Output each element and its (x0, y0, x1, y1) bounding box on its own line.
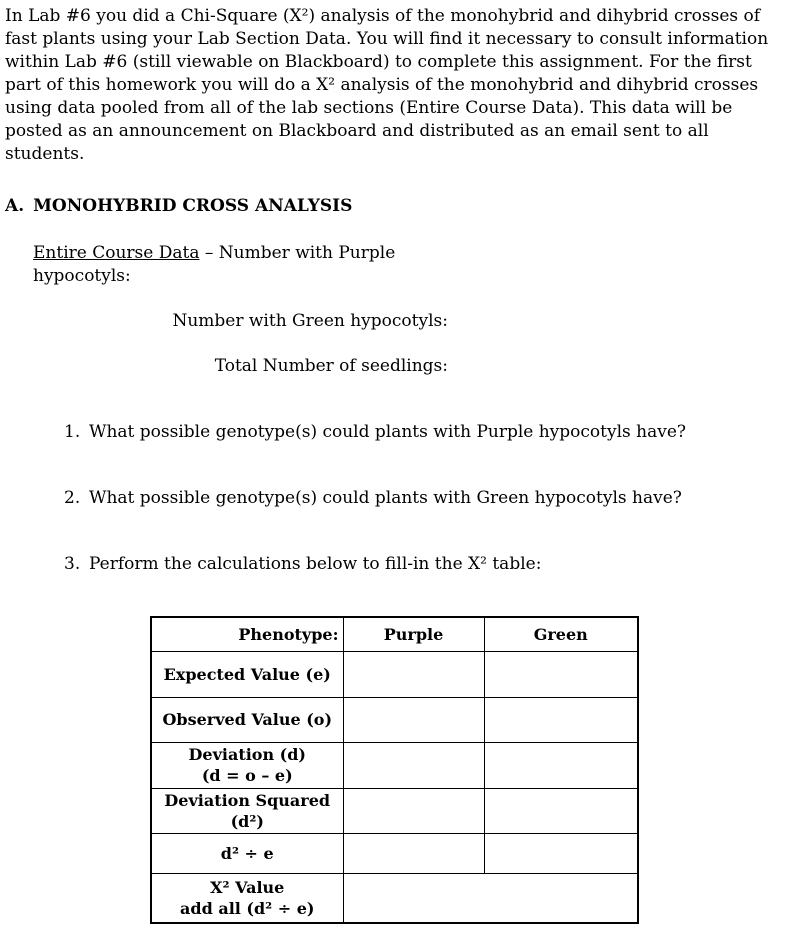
table-row-chi-square-value (151, 873, 638, 923)
question-1-number: 1. (64, 422, 81, 442)
cell-chi-square-value (343, 873, 638, 923)
label-deviation-line2: (d = o – e) (201, 766, 293, 785)
question-2-text: What possible genotype(s) could plants with Green hypocotyls have? (89, 488, 682, 508)
cell-d2-div-e-purple (343, 833, 484, 873)
table-row-d2-div-e (151, 833, 638, 873)
green-hypocotyls-line: Number with Green hypocotyls: (172, 311, 448, 331)
purple-hypocotyls-line (33, 242, 448, 288)
cell-observed-green (484, 697, 638, 742)
section-a-heading (5, 196, 781, 216)
chi-square-table (150, 616, 639, 924)
question-1-text: What possible genotype(s) could plants with Purple hypocotyls have? (89, 422, 687, 442)
label-deviation-squared (151, 788, 343, 833)
cell-expected-purple (343, 651, 484, 697)
label-deviation-line1: Deviation (d) (188, 745, 306, 764)
header-purple: Purple (343, 617, 484, 651)
label-d2-div-e: d² ÷ e (151, 833, 343, 873)
label-deviation (151, 742, 343, 788)
intro-paragraph: In Lab #6 you did a Chi-Square (X²) analysis of the monohybrid and dihybrid crosses of fast plants using your Lab Section Data. You will find it necessary to consult information within Lab #6 (still viewable on Blackboard) to complete this assignment. For the first part of this homework you will do a X² analysis of the monohybrid and dihybrid crosses using data pooled from all of the lab sections (Entire Course Data). This data will be posted as an announcement on Blackboard and distributed as an email sent to all students. (5, 6, 769, 164)
cell-observed-purple (343, 697, 484, 742)
cell-deviation-green (484, 742, 638, 788)
cell-deviation-purple (343, 742, 484, 788)
question-2 (64, 487, 781, 510)
course-data-block (5, 242, 448, 378)
header-phenotype: Phenotype: (151, 617, 343, 651)
cell-d2-div-e-green (484, 833, 638, 873)
entire-course-data-label: Entire Course Data (33, 243, 200, 263)
table-header-row (151, 617, 638, 651)
purple-hypocotyls-label: – Number with Purple hypocotyls: (33, 243, 396, 286)
question-3-text: Perform the calculations below to fill-in the X² table: (89, 554, 542, 574)
label-deviation-squared-line1: Deviation Squared (164, 790, 331, 810)
table-row-deviation (151, 742, 638, 788)
section-a-title: MONOHYBRID CROSS ANALYSIS (33, 196, 353, 216)
cell-deviation-squared-purple (343, 788, 484, 833)
question-2-number: 2. (64, 488, 81, 508)
table-row-expected (151, 651, 638, 697)
label-observed-value: Observed Value (o) (151, 697, 343, 742)
question-3-number: 3. (64, 554, 81, 574)
total-seedlings-line: Total Number of seedlings: (214, 356, 448, 376)
cell-expected-green (484, 651, 638, 697)
question-1 (64, 421, 781, 444)
label-chi-square-value (151, 873, 343, 923)
section-a-letter: A. (5, 196, 25, 216)
label-chi-square-line1: X² Value (210, 877, 285, 897)
label-expected-value: Expected Value (e) (151, 651, 343, 697)
label-deviation-squared-line2: (d²) (230, 811, 264, 831)
header-green: Green (484, 617, 638, 651)
label-chi-square-line2: add all (d² ÷ e) (180, 898, 315, 918)
question-3 (64, 553, 781, 576)
table-row-observed (151, 697, 638, 742)
cell-deviation-squared-green (484, 788, 638, 833)
table-row-deviation-squared (151, 788, 638, 833)
